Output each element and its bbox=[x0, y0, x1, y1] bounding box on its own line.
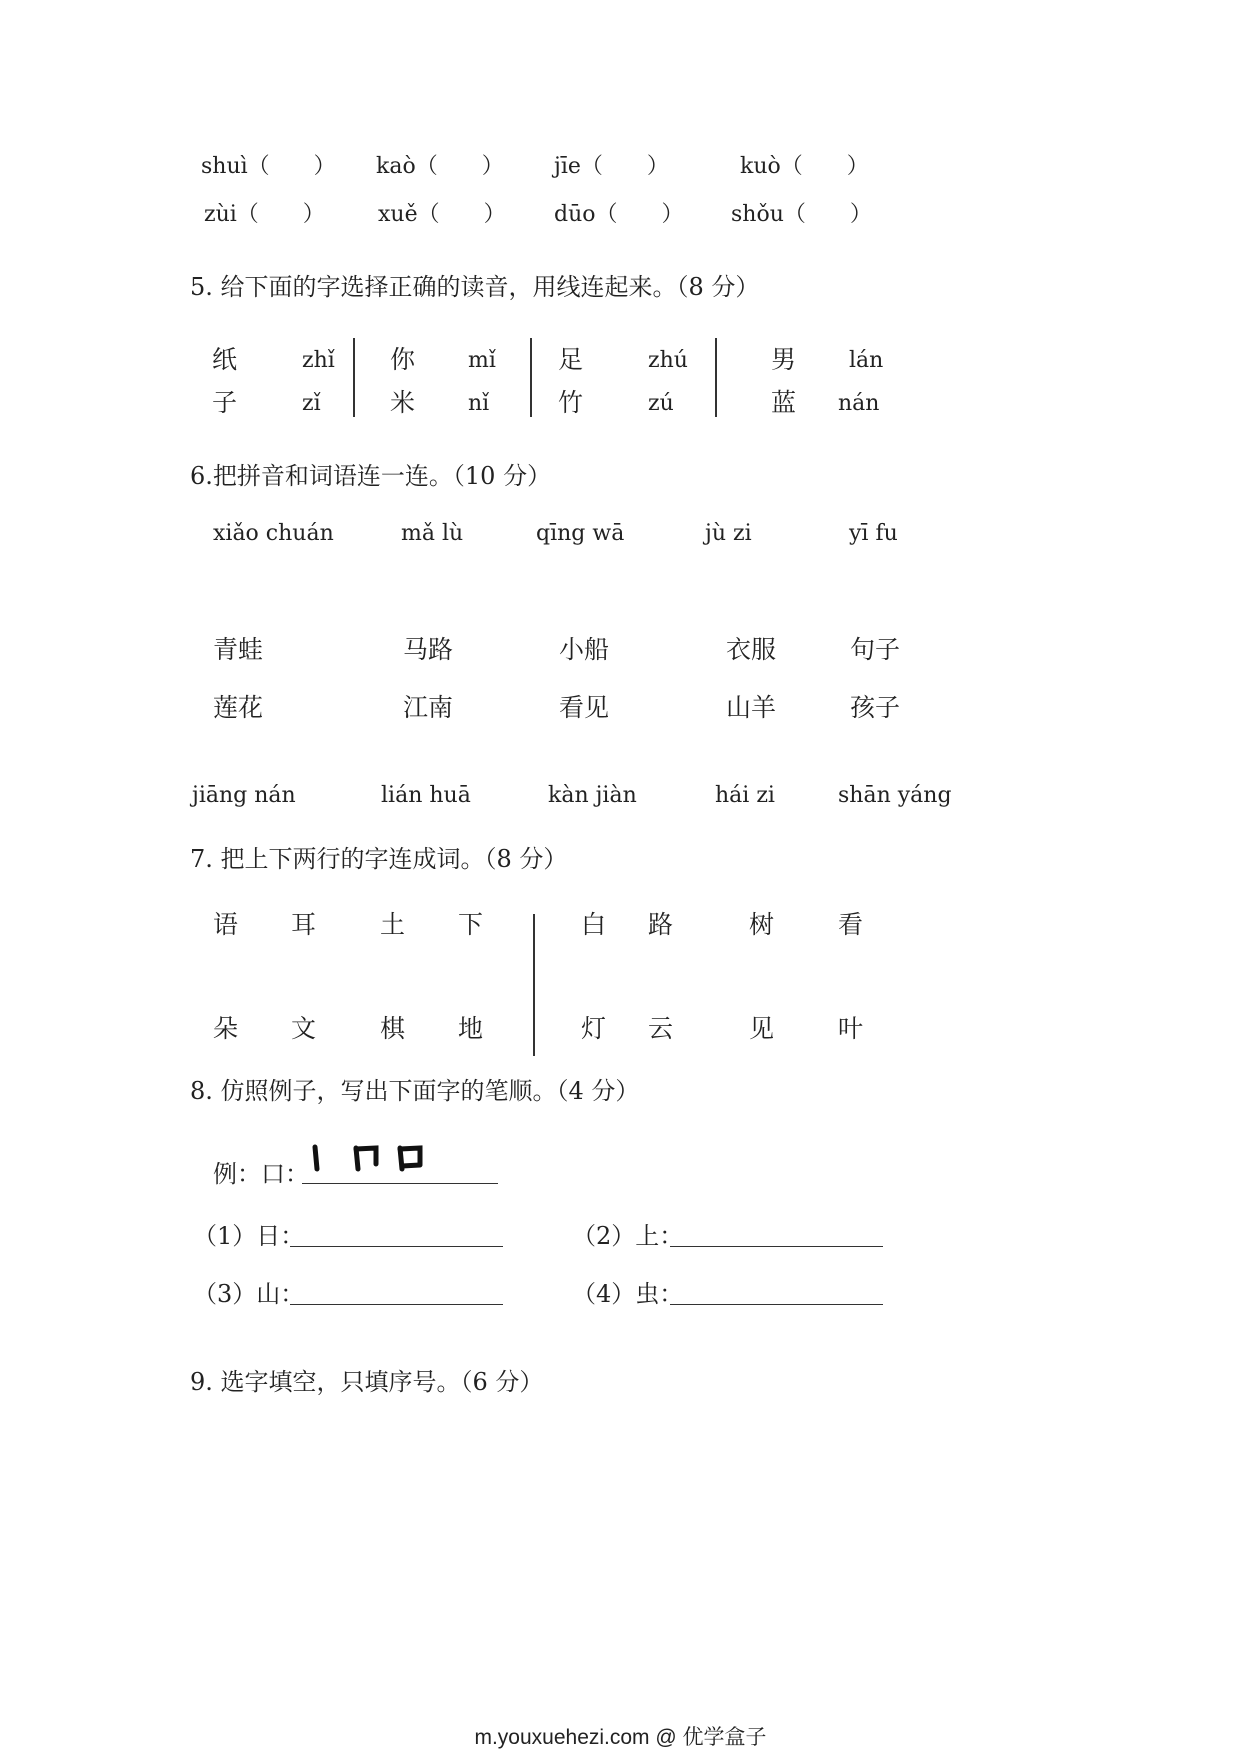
q6-top-pinyin: qīng wā bbox=[536, 521, 625, 546]
q6-bottom-pinyin: lián huā bbox=[381, 783, 471, 808]
answer-line[interactable] bbox=[670, 1304, 883, 1305]
q5-char: 子 bbox=[212, 388, 238, 417]
footer-watermark: m.youxuehezi.com @ 优学盒子 bbox=[474, 1726, 767, 1749]
q7-char: 下 bbox=[458, 910, 484, 939]
q5-char: 男 bbox=[771, 345, 797, 374]
answer-line[interactable] bbox=[290, 1304, 503, 1305]
q6-word: 马路 bbox=[403, 635, 454, 664]
q7-char: 朵 bbox=[213, 1014, 239, 1043]
q5-char: 竹 bbox=[558, 388, 584, 417]
q7-char: 看 bbox=[838, 910, 864, 939]
pinyin-fill-item: kaò（ ） bbox=[376, 154, 504, 179]
group-divider bbox=[530, 338, 532, 417]
answer-line[interactable] bbox=[290, 1246, 503, 1247]
answer-line bbox=[302, 1183, 498, 1184]
q7-char: 土 bbox=[380, 910, 406, 939]
pinyin-fill-item: jīe（ ） bbox=[554, 154, 669, 179]
q7-char: 叶 bbox=[838, 1014, 864, 1043]
pinyin-fill-item: zùi（ ） bbox=[204, 202, 325, 227]
q7-char: 路 bbox=[648, 910, 674, 939]
q7-char: 文 bbox=[291, 1014, 317, 1043]
q5-char: 你 bbox=[390, 345, 416, 374]
group-divider bbox=[715, 338, 717, 417]
q8-item-label: （1）日： bbox=[193, 1222, 305, 1250]
q7-divider bbox=[533, 914, 535, 1056]
q5-pinyin: nǐ bbox=[468, 391, 490, 416]
q7-char: 云 bbox=[648, 1014, 674, 1043]
pinyin-fill-item: shǒu（ ） bbox=[731, 202, 872, 227]
q6-word: 江南 bbox=[403, 693, 454, 722]
q7-char: 棋 bbox=[380, 1014, 406, 1043]
q6-word: 衣服 bbox=[726, 635, 777, 664]
q6-word: 小船 bbox=[559, 635, 610, 664]
q6-top-pinyin: jù zi bbox=[705, 521, 752, 546]
q7-char: 语 bbox=[213, 910, 239, 939]
q7-char: 树 bbox=[749, 910, 775, 939]
q6-bottom-pinyin: jiāng nán bbox=[192, 783, 296, 808]
q7-char: 地 bbox=[458, 1014, 484, 1043]
q6-top-pinyin: mǎ lù bbox=[401, 521, 464, 546]
pinyin-fill-item: kuò（ ） bbox=[740, 154, 869, 179]
q5-pinyin: zú bbox=[648, 391, 674, 416]
q6-word: 青蛙 bbox=[213, 635, 264, 664]
pinyin-fill-item: shuì（ ） bbox=[201, 154, 336, 179]
q5-pinyin: zǐ bbox=[302, 391, 321, 416]
q7-char: 见 bbox=[749, 1014, 775, 1043]
answer-line[interactable] bbox=[670, 1246, 883, 1247]
q7-char: 灯 bbox=[581, 1014, 607, 1043]
q6-top-pinyin: yī fu bbox=[849, 521, 898, 546]
stroke-order-example-handwriting bbox=[306, 1142, 426, 1174]
q5-pinyin: lán bbox=[849, 348, 884, 373]
q6-top-pinyin: xiǎo chuán bbox=[213, 521, 334, 546]
q6-word: 莲花 bbox=[213, 693, 264, 722]
example-label: 例：口： bbox=[213, 1160, 309, 1188]
q5-char: 纸 bbox=[212, 345, 238, 374]
pinyin-fill-item: xuě（ ） bbox=[378, 202, 506, 227]
q8-item-label: （3）山： bbox=[193, 1280, 305, 1308]
q6-word: 山羊 bbox=[726, 693, 777, 722]
q5-pinyin: mǐ bbox=[468, 348, 496, 373]
q7-char: 白 bbox=[581, 910, 607, 939]
pinyin-fill-item: dūo（ ） bbox=[554, 202, 684, 227]
q8-item-label: （2）上： bbox=[572, 1222, 684, 1250]
question-title: 7. 把上下两行的字连成词。（8 分） bbox=[190, 845, 568, 873]
group-divider bbox=[353, 338, 355, 417]
q8-item-label: （4）虫： bbox=[572, 1280, 684, 1308]
q5-pinyin: zhú bbox=[648, 348, 688, 373]
q6-word: 孩子 bbox=[850, 693, 901, 722]
q6-word: 句子 bbox=[850, 635, 901, 664]
q6-bottom-pinyin: kàn jiàn bbox=[548, 783, 637, 808]
q5-char: 米 bbox=[390, 388, 416, 417]
question-title: 8. 仿照例子，写出下面字的笔顺。（4 分） bbox=[190, 1077, 640, 1105]
q5-char: 蓝 bbox=[771, 388, 797, 417]
q5-pinyin: nán bbox=[838, 391, 880, 416]
q6-bottom-pinyin: shān yáng bbox=[838, 783, 952, 808]
q5-pinyin: zhǐ bbox=[302, 348, 335, 373]
q5-char: 足 bbox=[558, 345, 584, 374]
q7-char: 耳 bbox=[291, 910, 317, 939]
question-title: 6.把拼音和词语连一连。（10 分） bbox=[190, 462, 552, 490]
question-title: 9. 选字填空，只填序号。（6 分） bbox=[190, 1368, 544, 1396]
question-title: 5. 给下面的字选择正确的读音，用线连起来。（8 分） bbox=[190, 273, 760, 301]
q6-word: 看见 bbox=[559, 693, 610, 722]
q6-bottom-pinyin: hái zi bbox=[715, 783, 775, 808]
